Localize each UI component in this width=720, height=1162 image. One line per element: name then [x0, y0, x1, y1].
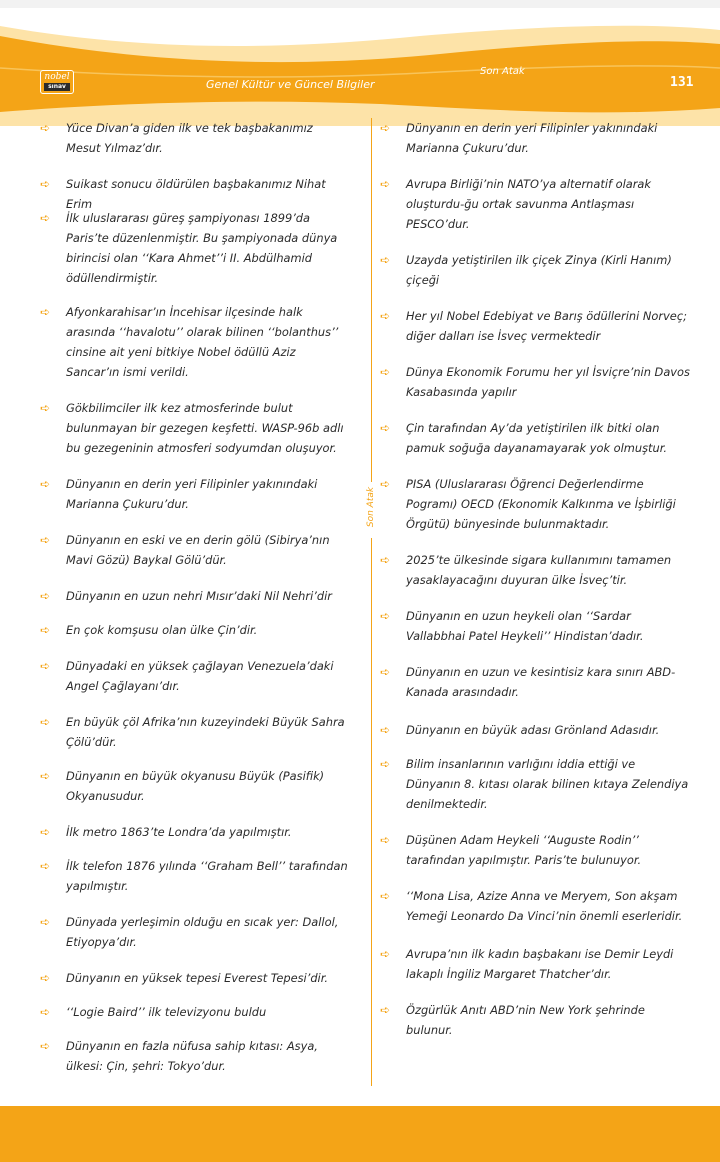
arrow-icon: ➪: [40, 177, 51, 191]
list-item: [40, 398, 350, 458]
list-item: [380, 830, 690, 870]
arrow-icon: ➪: [380, 1003, 391, 1017]
arrow-icon: ➪: [40, 915, 51, 929]
list-item: [40, 822, 350, 842]
arrow-icon: ➪: [40, 401, 51, 415]
list-item: [380, 306, 690, 346]
item-text: En büyük çöl Afrika’nın kuzeyindeki Büyük Sahra Çölü’dür.: [66, 715, 345, 749]
list-item: [380, 174, 690, 234]
item-text: Yüce Divan’a giden ilk ve tek başbakanımız Mesut Yılmaz’dır.: [66, 121, 313, 155]
arrow-icon: ➪: [380, 365, 391, 379]
item-text: Özgürlük Anıtı ABD’nin New York şehrinde bulunur.: [406, 1003, 645, 1037]
list-item: [40, 302, 350, 382]
item-text: Bilim insanlarının varlığını iddia ettiği ve Dünyanın 8. kıtası olarak bilinen kıtaya Zelendiya denilmektedir.: [406, 757, 689, 811]
arrow-icon: ➪: [40, 589, 51, 603]
arrow-icon: ➪: [380, 947, 391, 961]
header-banner: [0, 8, 720, 126]
item-text: Her yıl Nobel Edebiyat ve Barış ödüllerini Norveç; diğer dalları ise İsveç vermektedir: [406, 309, 687, 343]
arrow-icon: ➪: [380, 723, 391, 737]
item-text: Dünyadaki en yüksek çağlayan Venezuela’daki Angel Çağlayanı’dır.: [66, 659, 334, 693]
list-item: [40, 1002, 350, 1022]
list-item: [380, 606, 690, 646]
item-text: Avrupa Birliği’nin NATO’ya alternatif olarak oluşturdu-ğu ortak savunma Antlaşması PESCO’dur.: [406, 177, 652, 231]
arrow-icon: ➪: [380, 477, 391, 491]
item-text: Düşünen Adam Heykeli ‘‘Auguste Rodin’’ tarafından yapılmıştır. Paris’te bulunuyor.: [406, 833, 642, 867]
list-item: [40, 656, 350, 696]
item-text: Dünyanın en uzun heykeli olan ‘‘Sardar Vallabbhai Patel Heykeli’’ Hindistan’dadır.: [406, 609, 644, 643]
section-title: Genel Kültür ve Güncel Bilgiler: [206, 78, 375, 91]
item-text: En çok komşusu olan ülke Çin’dir.: [66, 623, 258, 637]
item-text: Dünya Ekonomik Forumu her yıl İsviçre’nin Davos Kasabasında yapılır: [406, 365, 690, 399]
list-item: [380, 250, 690, 290]
item-text: İlk telefon 1876 yılında ‘‘Graham Bell’’ tarafından yapılmıştır.: [66, 859, 348, 893]
list-item: [40, 530, 350, 570]
list-item: [40, 766, 350, 806]
item-text: Dünyanın en derin yeri Filipinler yakınındaki Marianna Çukuru’dur.: [66, 477, 318, 511]
arrow-icon: ➪: [380, 421, 391, 435]
list-item: [380, 886, 690, 926]
list-item: [380, 754, 690, 814]
item-text: İlk metro 1863’te Londra’da yapılmıştır.: [66, 825, 292, 839]
item-text: Çin tarafından Ay’da yetiştirilen ilk bitki olan pamuk soğuğa dayanamayarak yok olmuştur.: [406, 421, 667, 455]
list-item: [380, 550, 690, 590]
arrow-icon: ➪: [40, 769, 51, 783]
list-item: [380, 118, 690, 158]
list-item: [40, 620, 350, 640]
list-item: [380, 1000, 690, 1040]
item-text: PISA (Uluslararası Öğrenci Değerlendirme Pogramı) OECD (Ekonomik Kalkınma ve İşbirliği Örgütü) bünyesinde bulunmaktadır.: [406, 477, 676, 531]
item-text: Dünyanın en yüksek tepesi Everest Tepesi’dir.: [66, 971, 328, 985]
list-item: [40, 474, 350, 514]
arrow-icon: ➪: [380, 609, 391, 623]
list-item: [380, 720, 690, 740]
arrow-icon: ➪: [380, 889, 391, 903]
arrow-icon: ➪: [40, 121, 51, 135]
list-item: [40, 856, 350, 896]
side-label: Son Atak: [366, 486, 376, 528]
logo-text-bottom: sınav: [44, 83, 70, 91]
list-item: [40, 208, 350, 288]
arrow-icon: ➪: [380, 309, 391, 323]
arrow-icon: ➪: [40, 825, 51, 839]
arrow-icon: ➪: [380, 665, 391, 679]
series-title: Son Atak: [480, 66, 525, 77]
item-text: Avrupa’nın ilk kadın başbakanı ise Demir Leydi lakaplı İngiliz Margaret Thatcher’dır.: [406, 947, 674, 981]
column-divider: [371, 118, 372, 1086]
list-item: [40, 968, 350, 988]
arrow-icon: ➪: [380, 833, 391, 847]
footer-band: [0, 1106, 720, 1162]
arrow-icon: ➪: [40, 715, 51, 729]
item-text: Dünyanın en fazla nüfusa sahip kıtası: Asya, ülkesi: Çin, şehri: Tokyo’dur.: [66, 1039, 318, 1073]
list-item: [380, 662, 690, 702]
list-item: [380, 474, 690, 534]
item-text: Suikast sonucu öldürülen başbakanımız Nihat Erim: [66, 177, 326, 211]
item-text: Uzayda yetiştirilen ilk çiçek Zinya (Kirli Hanım) çiçeği: [406, 253, 672, 287]
item-text: ‘‘Mona Lisa, Azize Anna ve Meryem, Son akşam Yemeği Leonardo Da Vinci’nin önemli eserleridir.: [406, 889, 683, 923]
item-text: İlk uluslararası güreş şampiyonası 1899’da Paris’te düzenlenmiştir. Bu şampiyonada dünya birincisi olan ‘‘Kara Ahmet’’i II. Abdülhamid ödüllendirmiştir.: [66, 211, 338, 285]
arrow-icon: ➪: [40, 1039, 51, 1053]
arrow-icon: ➪: [40, 211, 51, 225]
item-text: ‘‘Logie Baird’’ ilk televizyonu buldu: [66, 1005, 267, 1019]
list-item: [40, 118, 350, 158]
arrow-icon: ➪: [380, 121, 391, 135]
arrow-icon: ➪: [380, 757, 391, 771]
arrow-icon: ➪: [40, 305, 51, 319]
list-item: [40, 712, 350, 752]
list-item: [40, 586, 350, 606]
arrow-icon: ➪: [380, 553, 391, 567]
arrow-icon: ➪: [40, 971, 51, 985]
arrow-icon: ➪: [40, 1005, 51, 1019]
logo-text-top: nobel: [44, 72, 70, 82]
list-item: [380, 418, 690, 458]
arrow-icon: ➪: [40, 859, 51, 873]
item-text: Gökbilimciler ilk kez atmosferinde bulut bulunmayan bir gezegen keşfetti. WASP-96b adlı bu gezegeninin atmosferi sodyumdan oluşuyor.: [66, 401, 344, 455]
item-text: Dünyanın en derin yeri Filipinler yakınındaki Marianna Çukuru’dur.: [406, 121, 658, 155]
list-item: [40, 912, 350, 952]
list-item: [40, 1036, 350, 1076]
item-text: Afyonkarahisar’ın İncehisar ilçesinde halk arasında ‘‘havalotu’’ olarak bilinen ‘‘bolanthus’’ cinsine ait yeni bitkiye Nobel ödüllü Aziz Sancar’ın ismi verildi.: [66, 305, 339, 379]
arrow-icon: ➪: [40, 623, 51, 637]
item-text: Dünyanın en uzun ve kesintisiz kara sınırı ABD-Kanada arasındadır.: [406, 665, 676, 699]
top-strip: [0, 0, 720, 8]
item-text: Dünyanın en uzun nehri Mısır’daki Nil Nehri’dir: [66, 589, 332, 603]
item-text: Dünyanın en büyük adası Grönland Adasıdır.: [406, 723, 660, 737]
item-text: Dünyada yerleşimin olduğu en sıcak yer: Dallol, Etiyopya’dır.: [66, 915, 339, 949]
arrow-icon: ➪: [40, 533, 51, 547]
arrow-icon: ➪: [40, 477, 51, 491]
arrow-icon: ➪: [380, 177, 391, 191]
publisher-logo: [40, 70, 74, 94]
page-number: 131: [670, 75, 694, 90]
list-item: [380, 944, 690, 984]
arrow-icon: ➪: [380, 253, 391, 267]
list-item: [380, 362, 690, 402]
item-text: 2025’te ülkesinde sigara kullanımını tamamen yasaklayacağını duyuran ülke İsveç’tir.: [406, 553, 672, 587]
item-text: Dünyanın en büyük okyanusu Büyük (Pasifik) Okyanusudur.: [66, 769, 325, 803]
arrow-icon: ➪: [40, 659, 51, 673]
item-text: Dünyanın en eski ve en derin gölü (Sibirya’nın Mavi Gözü) Baykal Gölü’dür.: [66, 533, 330, 567]
